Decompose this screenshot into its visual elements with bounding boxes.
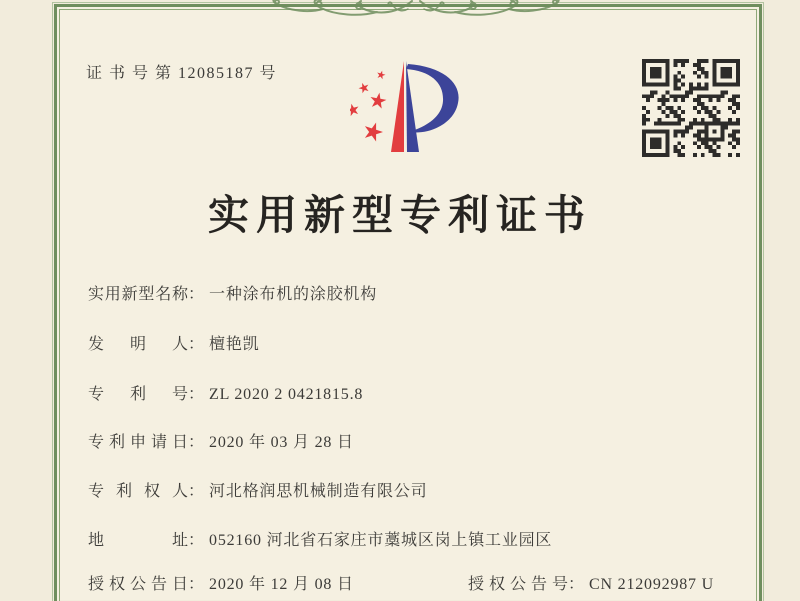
field-row-grant-date	[88, 571, 354, 594]
certificate-number: 证 书 号 第 12085187 号	[86, 65, 278, 82]
field-value: 052160 河北省石家庄市藁城区岗上镇工业园区	[209, 532, 553, 549]
field-row-patent-number	[88, 381, 363, 404]
field-colon: ：	[188, 434, 205, 451]
field-value: CN 212092987 U	[589, 576, 714, 593]
field-row-grant-number	[468, 571, 714, 594]
field-label: 授权公告日	[88, 576, 188, 593]
field-row-patentee	[88, 478, 427, 501]
field-value: 一种涂布机的涂胶机构	[209, 286, 378, 303]
field-colon: ：	[188, 336, 205, 353]
field-label: 专利权人	[88, 483, 188, 500]
field-row-address	[88, 527, 552, 550]
field-colon: ：	[188, 286, 205, 303]
cnipa-patent-logo-icon	[350, 55, 465, 157]
certificate-title: 实用新型专利证书	[208, 192, 592, 238]
field-colon: ：	[188, 386, 205, 403]
field-value: 2020 年 03 月 28 日	[209, 434, 354, 451]
field-label: 发明人	[88, 336, 188, 353]
field-colon: ：	[188, 483, 205, 500]
field-value: 2020 年 12 月 08 日	[209, 576, 354, 593]
field-label: 专利号	[88, 386, 188, 403]
field-row-application-date	[88, 429, 354, 452]
field-value: ZL 2020 2 0421815.8	[209, 386, 364, 403]
field-label: 地址	[88, 532, 188, 549]
field-colon: ：	[568, 576, 585, 593]
qr-code-icon	[641, 59, 741, 157]
floral-flourish-icon	[266, 0, 566, 18]
field-row-utility-model-name	[88, 281, 377, 304]
field-value: 河北格润思机械制造有限公司	[209, 483, 428, 500]
field-row-inventor	[88, 331, 259, 354]
field-colon: ：	[188, 576, 205, 593]
field-value: 檀艳凯	[209, 336, 260, 353]
field-label: 实用新型名称	[88, 286, 188, 303]
field-colon: ：	[188, 532, 205, 549]
field-label: 专利申请日	[88, 434, 188, 451]
field-label: 授权公告号	[468, 576, 568, 593]
